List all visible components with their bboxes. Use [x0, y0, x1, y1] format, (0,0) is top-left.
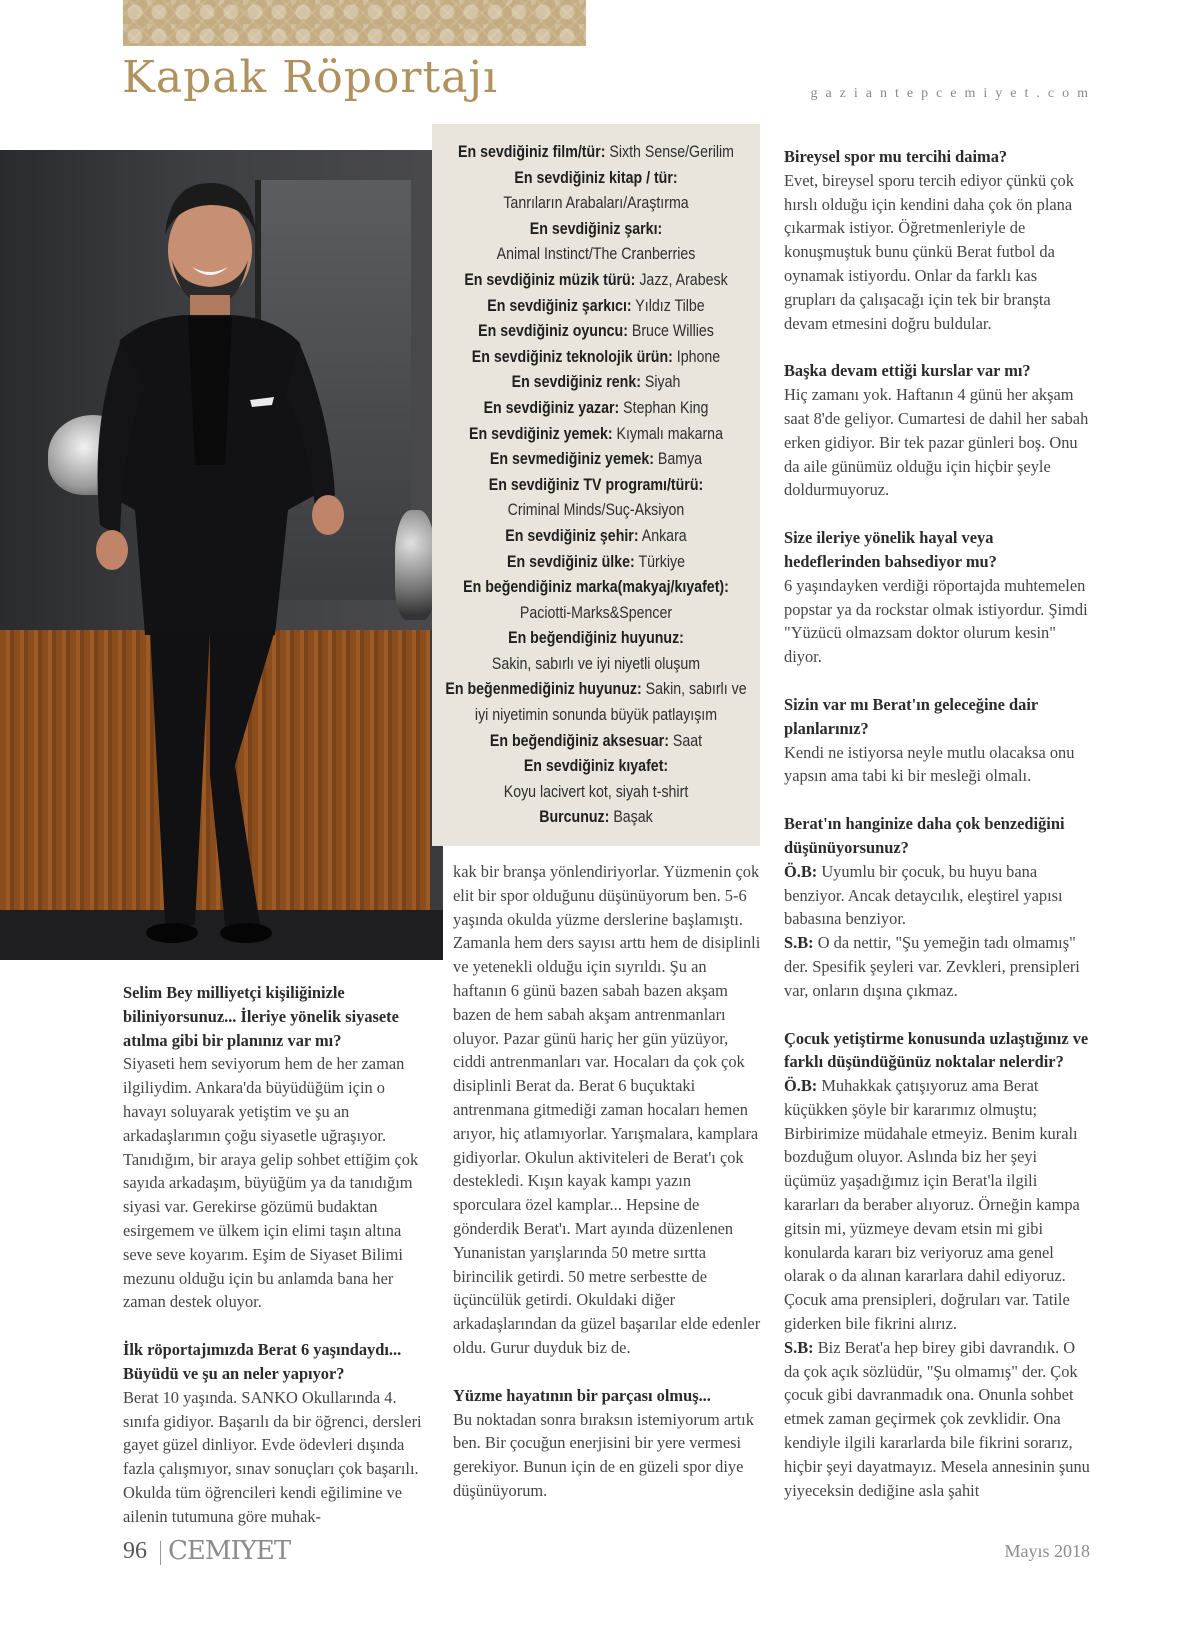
interview-question: Başka devam ettiği kurslar var mı?	[784, 361, 1031, 381]
fact-line	[438, 677, 754, 703]
footer-divider	[160, 1541, 161, 1565]
interview-question: Size ileriye yönelik hayal veya hedeflerinden bahsediyor mu?	[784, 528, 997, 571]
site-url: gaziantepcemiyet.com	[810, 86, 1096, 101]
fact-label: En beğendiğiniz aksesuar:	[489, 731, 669, 750]
fact-label: Burcunuz:	[539, 808, 610, 827]
fact-value: Sakin, sabırlı ve	[641, 680, 747, 699]
fact-line	[438, 626, 754, 652]
fact-line	[438, 754, 754, 780]
fact-label: En sevdiğiniz yemek:	[469, 424, 613, 443]
interview-answer	[784, 1074, 1092, 1336]
fact-value: Jazz, Arabesk	[635, 270, 728, 289]
speaker-label: Ö.B:	[784, 1076, 818, 1096]
article-column-right	[784, 145, 1092, 1502]
page-number: 96	[123, 1538, 147, 1564]
answer-text: Uyumlu bir çocuk, bu huyu bana benziyor. Ancak detaycılık, eleştirel yapısı babasına benziyor.	[784, 861, 1063, 929]
interview-answer: Kendi ne istiyorsa neyle mutlu olacaksa onu yapsın ama tabi ki bir mesleği olmalı.	[784, 742, 1075, 786]
fact-line	[438, 370, 754, 396]
fact-line	[438, 140, 754, 166]
fact-label: En beğendiğiniz huyunuz:	[508, 629, 684, 648]
fact-line	[438, 473, 754, 499]
issue-date: Mayıs 2018	[1004, 1541, 1090, 1561]
fact-line	[438, 447, 754, 473]
interview-answer	[784, 1336, 1092, 1503]
paragraph-gap	[123, 1314, 431, 1338]
section-title: Kapak Röportajı	[122, 52, 499, 103]
fact-value: Koyu lacivert kot, siyah t-shirt	[503, 782, 689, 801]
fact-value: Saat	[668, 731, 703, 750]
fact-value: Sixth Sense/Gerilim	[605, 143, 734, 161]
interview-question: Sizin var mı Berat'ın geleceğine dair planlarınız?	[784, 694, 1038, 738]
speaker-label: S.B:	[784, 1337, 814, 1357]
paragraph-gap	[784, 669, 1092, 693]
interview-answer: Evet, bireysel sporu tercih ediyor çünkü çok hırslı olduğu için kendini daha çok ön plana çıkarmak istiyor. Öğretmenleriyle de konuşmuştuk bunu çünkü Berat futbol da oynamak istiyordu. Onlar da farklı kas grupları da çalışacağı için tek bir branşta devam etmesini doğru buldular.	[784, 170, 1074, 333]
fact-value: Başak	[609, 808, 653, 827]
interview-answer: Berat 10 yaşında. SANKO Okullarında 4. sınıfa gidiyor. Başarılı da bir öğrenci, dersleri gayet güzel dinliyor. Evde ödevleri dışında fazla çalışmıyor, sınav sonuçları çok başarılı. Okulda tüm öğrencileri kendi eğilimine ve ailenin tutumuna göre muhak-	[123, 1387, 422, 1526]
paragraph-gap	[784, 788, 1092, 812]
interview-answer: Hiç zamanı yok. Haftanın 4 günü her akşam saat 8'de geliyor. Cumartesi de dahil her sabah erken gidiyor. Bir tek pazar günleri boş. Onu da aile günümüz olduğu için hiçbir şeyle doldurmuyoruz.	[784, 385, 1089, 500]
article-column-middle	[453, 860, 761, 1503]
fact-line	[438, 242, 754, 268]
fact-label: En sevdiğiniz yazar:	[483, 398, 620, 417]
fact-line	[438, 217, 754, 243]
fact-line	[438, 703, 754, 729]
interview-question: Çocuk yetiştirme konusunda uzlaştığınız ve farklı düşündüğünüz noktalar nelerdir?	[784, 1028, 1089, 1072]
magazine-brand: CEMIYET	[168, 1536, 291, 1566]
fact-value: Criminal Minds/Suç-Aksiyon	[507, 501, 685, 520]
fact-line	[438, 498, 754, 524]
fact-label: En sevdiğiniz ülke:	[507, 552, 635, 571]
fact-value: Paciotti-Marks&Spencer	[519, 603, 673, 622]
fact-value: Tanrıların Arabaları/Araştırma	[503, 194, 689, 213]
fact-line	[438, 166, 754, 192]
fact-label: En sevdiğiniz oyuncu:	[478, 322, 628, 341]
interview-question: Selim Bey milliyetçi kişiliğinizle biliniyorsunuz... İleriye yönelik siyasete atılma gibi bir planınız var mı?	[123, 983, 399, 1050]
fact-line	[438, 780, 754, 806]
fact-label: En sevmediğiniz yemek:	[489, 450, 654, 469]
fact-value: Sakin, sabırlı ve iyi niyetli oluşum	[491, 654, 701, 673]
fact-label: En sevdiğiniz film/tür:	[458, 143, 606, 161]
fact-label: En sevdiğiniz müzik türü:	[464, 270, 636, 289]
fact-line	[438, 268, 754, 294]
interview-answer	[784, 860, 1092, 931]
interview-answer: kak bir branşa yönlendiriyorlar. Yüzmenin çok elit bir spor olduğunu düşünüyorum ben. 5-6 yaşında okulda yüzme derslerine başlamıştı. Zamanla hem ders sayısı arttı hem de disiplinli ve yetenekli olduğu için sıyrıldı. Şu an haftanın 6 günü bazen sabah bazen akşam bazen de hem sabah akşam antrenmanları oluyor. Pazar günü hariç her gün yüzüyor, ciddi antrenmanları var. Hocaları da çok çok disiplinli Berat da. Berat 6 buçuktaki antrenmana gitmediği zaman hocaları hemen arıyor, hiç atlamıyorlar. Yarışmalara, kamplara gidiyorlar. Okulun aktiviteleri de Berat'ı çok destekledi. Kışın kayak kampı yazın sporculara özel kamplar... Hepsine de gönderdik Berat'ı. Mart ayında düzenlenen Yunanistan yarışlarında 50 metre sırtta birincilik getirdi. 50 metre serbestte de üçüncülük getirdi. Okuldaki diğer arkadaşlarından da güzel başarılar elde edenler oldu. Gurur duyduk biz de.	[453, 862, 761, 1357]
fact-label: En sevdiğiniz şehir:	[505, 526, 639, 545]
fact-value: Ankara	[638, 526, 687, 545]
fact-value: Bruce Willies	[627, 322, 714, 341]
decorative-pattern-band	[123, 0, 586, 46]
fact-line	[438, 805, 754, 831]
paragraph-gap	[784, 502, 1092, 526]
fact-value: Türkiye	[634, 552, 685, 571]
fact-line	[438, 422, 754, 448]
interview-answer: Bu noktadan sonra bıraksın istemiyorum artık ben. Bir çocuğun enerjisini bir yere vermesi gerekiyor. Bunun için de en güzeli spor diye düşünüyorum.	[453, 1409, 754, 1500]
interview-question: Yüzme hayatının bir parçası olmuş...	[453, 1385, 711, 1405]
interview-question: Berat'ın hanginize daha çok benzediğini düşünüyorsunuz?	[784, 814, 1065, 857]
fact-value: Yıldız Tilbe	[631, 296, 705, 315]
fact-value: iyi niyetimin sonunda büyük patlayışım	[474, 706, 718, 725]
fact-line	[438, 550, 754, 576]
fact-label: En sevdiğiniz TV programı/türü:	[488, 475, 704, 494]
interview-answer: Siyaseti hem seviyorum hem de her zaman ilgiliydim. Ankara'da büyüdüğüm için o havayı soluyarak yetiştim ve şu an arkadaşlarımın çoğu siyasetle uğraşıyor. Tanıdığım, bir araya gelip sohbet ettiğim çok sayıda arkadaşım, büyüğüm ya da tanıdığım siyasi var. Gerekirse gözümü budaktan esirgemem ve ülkem için elimi taşın altına seve seve koyarım. Eşim de Siyaset Bilimi mezunu olduğu için bu anlamda bana her zaman destek oluyor.	[123, 1054, 419, 1312]
fact-line	[438, 575, 754, 601]
fact-line	[438, 396, 754, 422]
fact-label: En sevdiğiniz kıyafet:	[523, 757, 669, 776]
quick-facts-box	[432, 124, 760, 846]
cover-photo	[0, 150, 443, 960]
fact-label: En sevdiğiniz şarkı:	[529, 219, 663, 238]
answer-text: O da nettir, "Şu yemeğin tadı olmamış" der. Spesifik şeyleri var. Zevkleri, prensipleri var, onların dışına çıkmaz.	[784, 933, 1080, 1000]
fact-label: En beğendiğiniz marka(makyaj/kıyafet):	[463, 578, 729, 597]
fact-value: Bamya	[653, 450, 703, 469]
fact-label: En sevdiğiniz teknolojik ürün:	[471, 347, 673, 366]
fact-line	[438, 345, 754, 371]
interview-question: Bireysel spor mu tercihi daima?	[784, 147, 1008, 166]
fact-label: En beğenmediğiniz huyunuz:	[445, 680, 642, 699]
fact-line	[438, 601, 754, 627]
interview-answer: 6 yaşındayken verdiği röportajda muhtemelen popstar ya da rockstar olmak istiyordur. Şimdi "Yüzücü olmazsam doktor olurum kesin" diyor.	[784, 575, 1088, 667]
interview-answer	[784, 931, 1092, 1002]
fact-line	[438, 319, 754, 345]
answer-text: Biz Berat'a hep birey gibi davrandık. O da çok açık sözlüdür, "Şu olmamış" der. Çok çocuk gibi davranmadık ona. Onunla sohbet etmek zaman geçirmek çok zevklidir. Ona kendiyle ilgili kararlarda bile fikrini sorarız, hiçbir şeyi dayatmayız. Mesela annesinin şunu yiyeceksin dediğine asla şahit	[784, 1337, 1090, 1500]
fact-label: En sevdiğiniz şarkıcı:	[487, 296, 632, 315]
fact-value: Kıymalı makarna	[612, 424, 723, 443]
fact-line	[438, 191, 754, 217]
fact-line	[438, 652, 754, 678]
fact-line	[438, 524, 754, 550]
fact-label: En sevdiğiniz kitap / tür:	[514, 168, 678, 187]
speaker-label: Ö.B:	[784, 861, 818, 881]
fact-value: Iphone	[672, 347, 721, 366]
fact-line	[438, 729, 754, 755]
speaker-label: S.B:	[784, 933, 814, 953]
article-column-left	[123, 981, 431, 1529]
paragraph-gap	[453, 1360, 761, 1384]
paragraph-gap	[784, 335, 1092, 359]
interview-question: İlk röportajımızda Berat 6 yaşındaydı... Büyüdü ve şu an neler yapıyor?	[123, 1340, 402, 1383]
fact-label: En sevdiğiniz renk:	[511, 373, 641, 392]
quick-facts-list	[412, 140, 780, 831]
fact-value: Animal Instinct/The Cranberries	[496, 245, 696, 264]
man-in-suit-figure	[60, 165, 360, 955]
paragraph-gap	[784, 1003, 1092, 1027]
answer-text: Muhakkak çatışıyoruz ama Berat küçükken şöyle bir kararımız olmuştu; Birbirimize müdahale etmeyiz. Benim kuralı bozduğum oluyor. Aslında biz her şeyi üçümüz yaşadığımız için Berat'la ilgili kararları da beraber alıyoruz. Örneğin kampa gitsin mi, yüzmeye devam etsin mi gibi konularda kararı biz veriyoruz ama genel olarak o da alınan kararlara dahil ediyoruz. Çocuk ama prensipleri, doğruları var. Tatile giderken bile fikrini alırız.	[784, 1076, 1080, 1334]
fact-line	[438, 294, 754, 320]
fact-value: Stephan King	[619, 398, 709, 417]
fact-value: Siyah	[640, 373, 681, 392]
